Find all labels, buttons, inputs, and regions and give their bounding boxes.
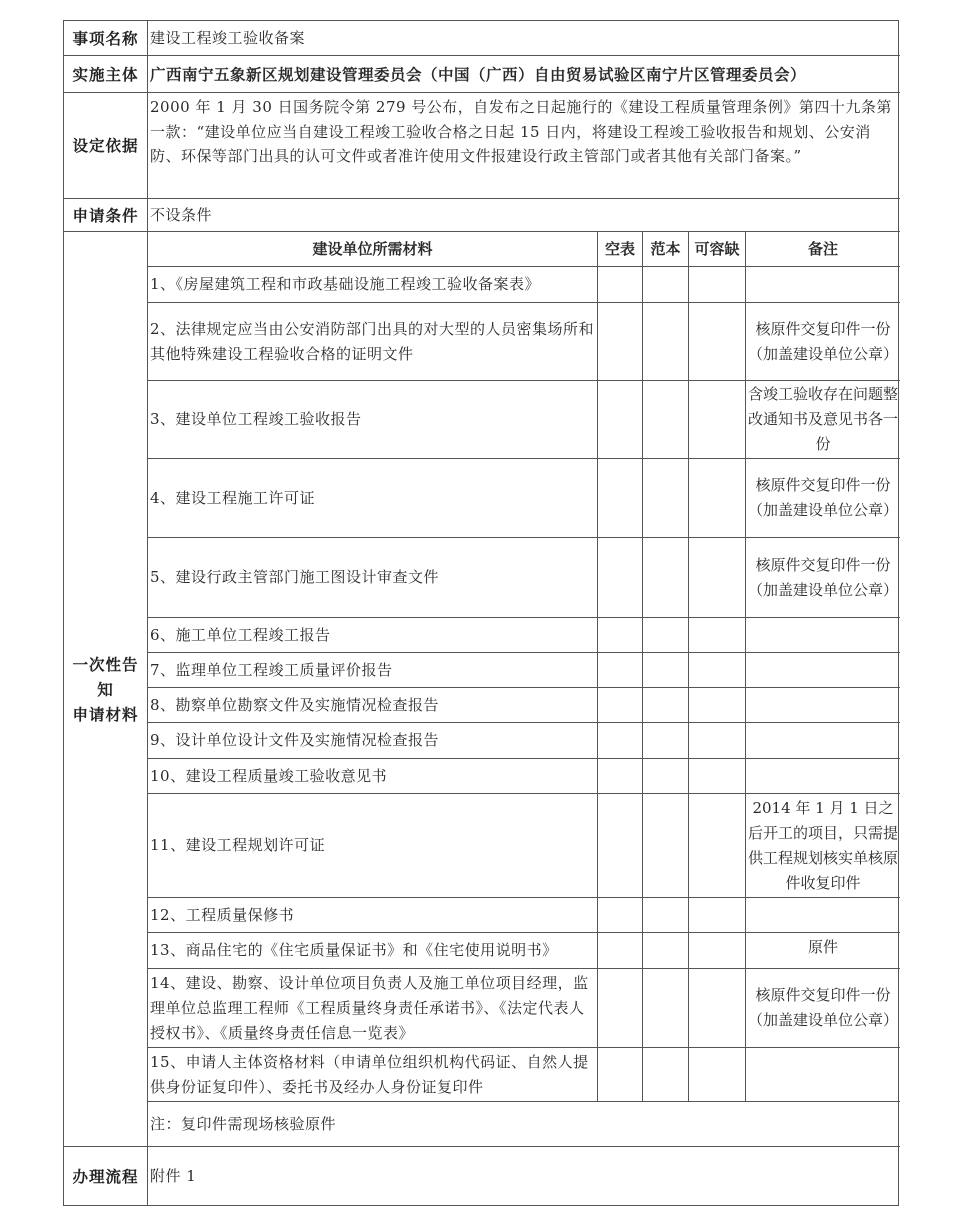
process-label: 办理流程 xyxy=(64,1147,148,1205)
remark-cell xyxy=(746,898,900,933)
material-text: 9、设计单位设计文件及实施情况检查报告 xyxy=(148,723,598,759)
material-text: 2、法律规定应当由公安消防部门出具的对大型的人员密集场所和其他特殊建设工程验收合格的证明文件 xyxy=(148,303,598,381)
blank-form-cell xyxy=(598,653,643,688)
remark-cell: 原件 xyxy=(746,933,900,969)
header-optional: 可容缺 xyxy=(689,232,746,267)
remark-cell xyxy=(746,653,900,688)
blank-form-cell xyxy=(598,303,643,381)
optional-cell xyxy=(689,898,746,933)
item-name-value: 建设工程竣工验收备案 xyxy=(148,21,900,56)
remark-cell xyxy=(746,723,900,759)
material-text: 13、商品住宅的《住宅质量保证书》和《住宅使用说明书》 xyxy=(148,933,598,969)
implementer-label: 实施主体 xyxy=(64,56,148,93)
sample-cell xyxy=(643,459,689,538)
optional-cell xyxy=(689,1048,746,1102)
blank-form-cell xyxy=(598,267,643,303)
remark-cell: 核原件交复印件一份（加盖建设单位公章） xyxy=(746,969,900,1048)
optional-cell xyxy=(689,267,746,303)
sample-cell xyxy=(643,759,689,794)
materials-label-line3: 申请材料 xyxy=(72,704,139,724)
sample-cell xyxy=(643,653,689,688)
material-text: 1、《房屋建筑工程和市政基础设施工程竣工验收备案表》 xyxy=(148,267,598,303)
optional-cell xyxy=(689,653,746,688)
blank-form-cell xyxy=(598,1048,643,1102)
materials-label-line2: 知 xyxy=(97,679,114,699)
blank-form-cell xyxy=(598,794,643,898)
optional-cell xyxy=(689,538,746,618)
remark-cell: 核原件交复印件一份（加盖建设单位公章） xyxy=(746,303,900,381)
header-remarks: 备注 xyxy=(746,232,900,267)
material-text: 7、监理单位工程竣工质量评价报告 xyxy=(148,653,598,688)
material-text: 15、申请人主体资格材料（申请单位组织机构代码证、自然人提供身份证复印件）、委托书及经办人身份证复印件 xyxy=(148,1048,598,1102)
blank-form-cell xyxy=(598,381,643,459)
remark-cell: 核原件交复印件一份（加盖建设单位公章） xyxy=(746,538,900,618)
material-text: 8、勘察单位勘察文件及实施情况检查报告 xyxy=(148,688,598,723)
optional-cell xyxy=(689,303,746,381)
materials-label xyxy=(64,232,148,1147)
optional-cell xyxy=(689,933,746,969)
material-text: 3、建设单位工程竣工验收报告 xyxy=(148,381,598,459)
basis-value: 2000 年 1 月 30 日国务院令第 279 号公布，自发布之日起施行的《建设工程质量管理条例》第四十九条第一款：“建设单位应当自建设工程竣工验收合格之日起 15 日内，将建设工程竣工验收报告和规划、公安消防、环保等部门出具的认可文件或者准许使用文件报建设行政主管部门或者其他有关部门备案。” xyxy=(148,93,900,199)
header-blank-form: 空表 xyxy=(598,232,643,267)
conditions-label: 申请条件 xyxy=(64,199,148,232)
header-material: 建设单位所需材料 xyxy=(148,232,598,267)
optional-cell xyxy=(689,969,746,1048)
blank-form-cell xyxy=(598,618,643,653)
material-text: 12、工程质量保修书 xyxy=(148,898,598,933)
material-text: 11、建设工程规划许可证 xyxy=(148,794,598,898)
document-table xyxy=(63,20,899,1206)
material-text: 10、建设工程质量竣工验收意见书 xyxy=(148,759,598,794)
remark-cell xyxy=(746,267,900,303)
optional-cell xyxy=(689,381,746,459)
sample-cell xyxy=(643,794,689,898)
optional-cell xyxy=(689,794,746,898)
material-text: 4、建设工程施工许可证 xyxy=(148,459,598,538)
optional-cell xyxy=(689,688,746,723)
basis-label: 设定依据 xyxy=(64,93,148,199)
material-text: 5、建设行政主管部门施工图设计审查文件 xyxy=(148,538,598,618)
remark-cell xyxy=(746,759,900,794)
sample-cell xyxy=(643,898,689,933)
sample-cell xyxy=(643,1048,689,1102)
conditions-value: 不设条件 xyxy=(148,199,900,232)
material-text: 6、施工单位工程竣工报告 xyxy=(148,618,598,653)
blank-form-cell xyxy=(598,933,643,969)
remark-cell xyxy=(746,688,900,723)
blank-form-cell xyxy=(598,969,643,1048)
remark-cell xyxy=(746,618,900,653)
item-name-label: 事项名称 xyxy=(64,21,148,56)
sample-cell xyxy=(643,303,689,381)
remark-cell xyxy=(746,1048,900,1102)
process-value: 附件 1 xyxy=(150,1166,197,1185)
sample-cell xyxy=(643,381,689,459)
optional-cell xyxy=(689,759,746,794)
materials-label-line1: 一次性告 xyxy=(72,654,139,674)
remark-cell: 2014 年 1 月 1 日之后开工的项目，只需提供工程规划核实单核原件收复印件 xyxy=(746,794,900,898)
sample-cell xyxy=(643,723,689,759)
blank-form-cell xyxy=(598,538,643,618)
blank-form-cell xyxy=(598,898,643,933)
material-text: 14、建设、勘察、设计单位项目负责人及施工单位项目经理，监理单位总监理工程师《工程质量终身责任承诺书》、《法定代表人授权书》、《质量终身责任信息一览表》 xyxy=(148,969,598,1048)
remark-cell: 核原件交复印件一份（加盖建设单位公章） xyxy=(746,459,900,538)
sample-cell xyxy=(643,969,689,1048)
blank-form-cell xyxy=(598,688,643,723)
sample-cell xyxy=(643,933,689,969)
blank-form-cell xyxy=(598,459,643,538)
optional-cell xyxy=(689,618,746,653)
sample-cell xyxy=(643,618,689,653)
optional-cell xyxy=(689,459,746,538)
remark-cell: 含竣工验收存在问题整改通知书及意见书各一份 xyxy=(746,381,900,459)
blank-form-cell xyxy=(598,723,643,759)
sample-cell xyxy=(643,538,689,618)
sample-cell xyxy=(643,267,689,303)
implementer-value: 广西南宁五象新区规划建设管理委员会（中国（广西）自由贸易试验区南宁片区管理委员会） xyxy=(148,56,900,93)
sample-cell xyxy=(643,688,689,723)
header-sample: 范本 xyxy=(643,232,689,267)
optional-cell xyxy=(689,723,746,759)
blank-form-cell xyxy=(598,759,643,794)
materials-note: 注：复印件需现场核验原件 xyxy=(148,1102,900,1147)
